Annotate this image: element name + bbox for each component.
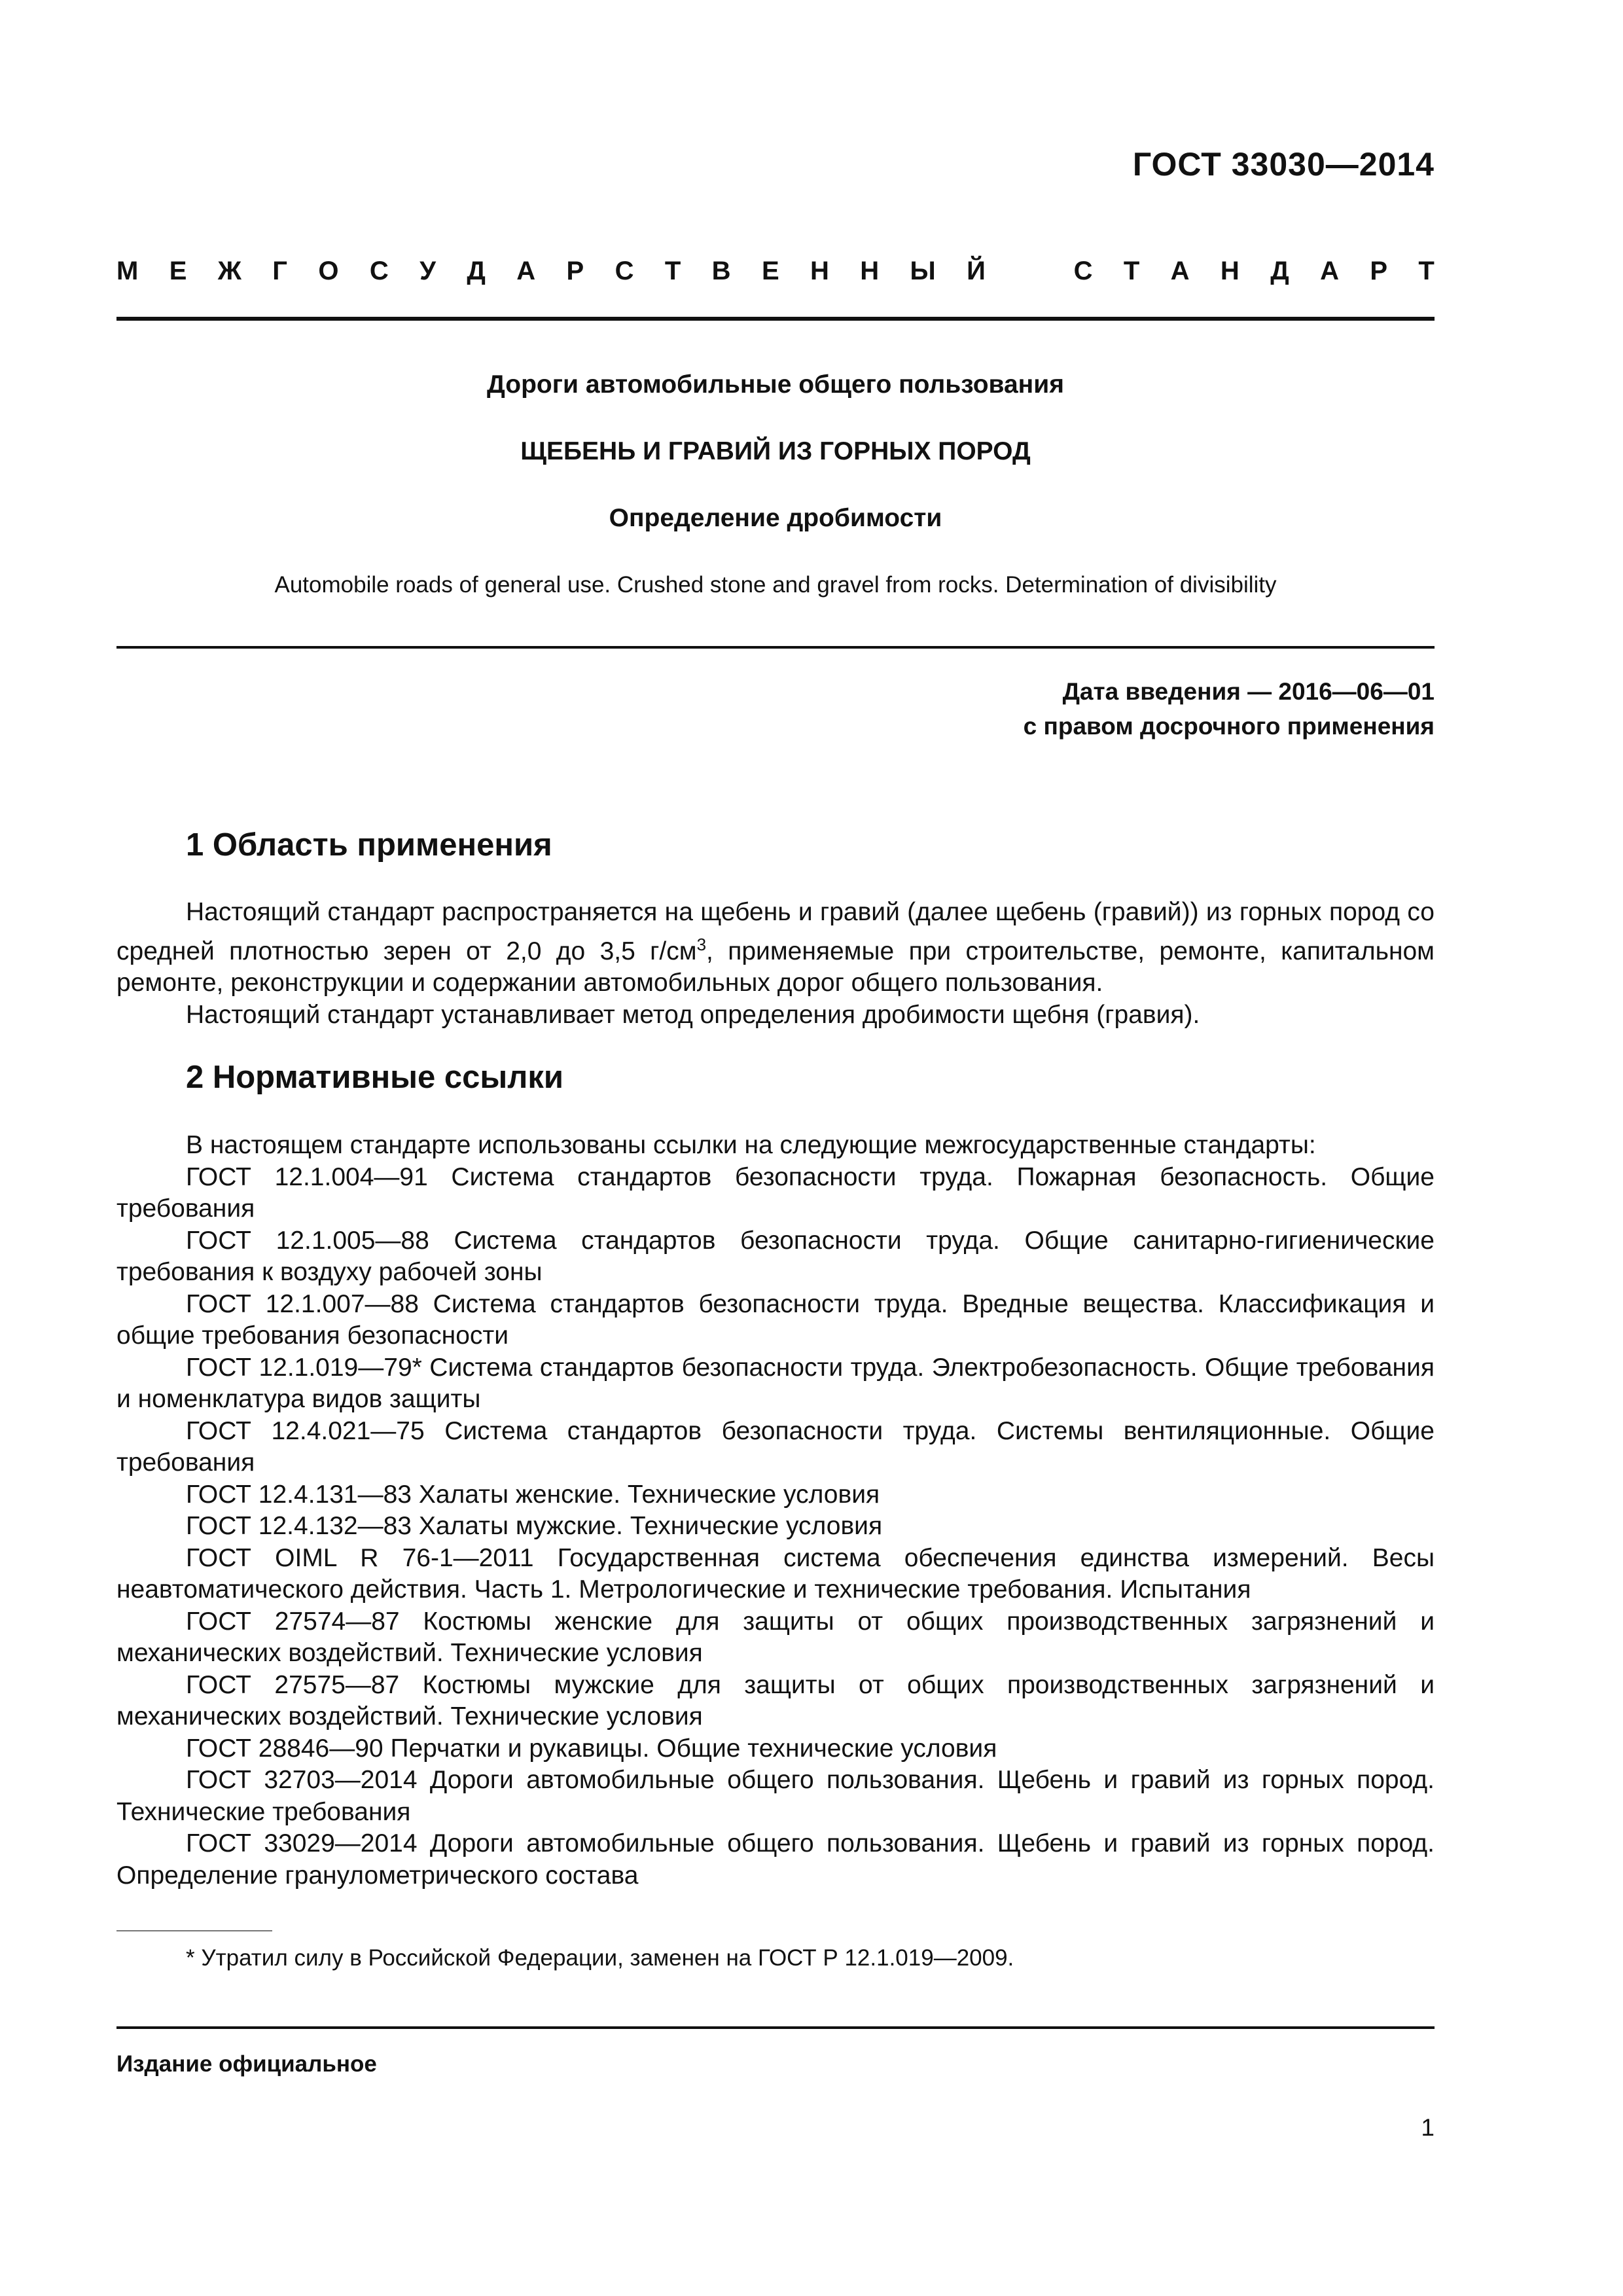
standard-type-letter: Н (1220, 257, 1240, 285)
normative-reference: ГОСТ 12.1.005—88 Система стандартов безопасности труда. Общие санитарно-гигиенические требования к воздуху рабочей зоны (116, 1226, 1435, 1286)
standard-type-letter: С (615, 257, 634, 285)
standard-type-heading (116, 257, 1435, 286)
standard-type-letter: Д (1270, 257, 1289, 285)
section-1-paragraph-2: Настоящий стандарт устанавливает метод определения дробимости щебня (гравия). (186, 1000, 1200, 1029)
section-1-paragraph-1 (116, 897, 1435, 999)
standard-type-letter: У (419, 257, 437, 285)
standard-type-letter: А (516, 257, 536, 285)
footnote-divider (116, 1930, 272, 1931)
section-1-paragraph-1-text-b: , применяемые при строительстве, ремонте, капитальном ремонте, реконструкции и содержании автомобильных дорог общего пользования. (116, 937, 1435, 997)
normative-reference: ГОСТ 12.4.021—75 Система стандартов безопасности труда. Системы вентиляционные. Общие требования (116, 1416, 1435, 1477)
footnote: * Утратил силу в Российской Федерации, заменен на ГОСТ Р 12.1.019—2009. (186, 1945, 1014, 1971)
normative-reference: ГОСТ 27574—87 Костюмы женские для защиты от общих производственных загрязнений и механических воздействий. Технические условия (116, 1607, 1435, 1667)
normative-reference: ГОСТ 33029—2014 Дороги автомобильные общего пользования. Щебень и гравий из горных пород. Определение гранулометрического состава (116, 1829, 1435, 1890)
standard-type-letter: С (1073, 257, 1093, 285)
standard-type-letter: О (318, 257, 339, 285)
standard-type-letter: Ж (217, 257, 241, 285)
section-2-body (116, 1130, 1435, 1892)
normative-reference: ГОСТ OIML R 76-1—2011 Государственная система обеспечения единства измерений. Весы неавтоматического действия. Часть 1. Метрологические и технические требования. Испытания (116, 1543, 1435, 1604)
standard-type-letter: Т (664, 257, 681, 285)
normative-reference: ГОСТ 28846—90 Перчатки и рукавицы. Общие технические условия (186, 1734, 997, 1763)
normative-reference: ГОСТ 12.1.019—79* Система стандартов безопасности труда. Электробезопасность. Общие требования и номенклатура видов защиты (116, 1353, 1435, 1413)
title-line-2: ЩЕБЕНЬ И ГРАВИЙ ИЗ ГОРНЫХ ПОРОД (520, 437, 1031, 465)
standard-type-letter: Т (1418, 257, 1435, 285)
normative-reference: ГОСТ 12.4.131—83 Халаты женские. Технические условия (186, 1480, 880, 1509)
page-number: 1 (1421, 2114, 1435, 2141)
section-1-paragraph-1-text-a: Настоящий стандарт распространяется на щебень и гравий (далее щебень (гравий)) из горных пород со средней плотностью зерен от 2,0 до 3,5 г/см (116, 898, 1435, 965)
document-designation: ГОСТ 33030—2014 (1132, 146, 1435, 183)
word-gap (1016, 257, 1043, 286)
normative-reference: ГОСТ 32703—2014 Дороги автомобильные общего пользования. Щебень и гравий из горных пород. Технические требования (116, 1766, 1435, 1826)
standard-type-letter: Д (467, 257, 486, 285)
standard-type-letter: Р (1370, 257, 1388, 285)
introduction-date: Дата введения — 2016—06—01 (1062, 678, 1435, 705)
edition-label: Издание официальное (116, 2051, 377, 2077)
standard-type-letter: А (1170, 257, 1190, 285)
standard-type-letter: Н (860, 257, 880, 285)
section-2-lead: В настоящем стандарте использованы ссылки на следующие межгосударственные стандарты: (186, 1131, 1316, 1159)
standard-type-letter: Н (810, 257, 829, 285)
normative-reference: ГОСТ 12.4.132—83 Халаты мужские. Технические условия (186, 1512, 883, 1540)
section-1-title: 1 Область применения (186, 827, 552, 863)
standard-type-letter: С (369, 257, 389, 285)
superscript-cube: 3 (696, 934, 707, 954)
title-line-3: Определение дробимости (609, 504, 942, 532)
standard-type-letter: Р (566, 257, 584, 285)
early-application-note: с правом досрочного применения (1023, 713, 1435, 740)
section-1-body (116, 897, 1435, 1031)
english-title: Automobile roads of general use. Crushed stone and gravel from rocks. Determination of divisibility (274, 572, 1277, 598)
normative-reference: ГОСТ 27575—87 Костюмы мужские для защиты от общих производственных загрязнений и механических воздействий. Технические условия (116, 1670, 1435, 1731)
standard-type-letter: Й (967, 257, 986, 285)
standard-type-letter: Е (169, 257, 187, 285)
standard-type-letter: М (116, 257, 139, 285)
standard-type-letter: Г (272, 257, 287, 285)
normative-reference: ГОСТ 12.1.004—91 Система стандартов безопасности труда. Пожарная безопасность. Общие требования (116, 1162, 1435, 1223)
normative-reference: ГОСТ 12.1.007—88 Система стандартов безопасности труда. Вредные вещества. Классификация и общие требования безопасности (116, 1289, 1435, 1350)
standard-type-letter: Ы (910, 257, 936, 285)
title-divider (116, 646, 1435, 649)
standard-type-letter: А (1320, 257, 1339, 285)
standard-type-letter: Е (761, 257, 779, 285)
section-2-title: 2 Нормативные ссылки (186, 1060, 563, 1095)
standard-type-letter: Т (1123, 257, 1140, 285)
header-divider (116, 317, 1435, 321)
footer-divider (116, 2026, 1435, 2029)
standard-type-letter: В (711, 257, 731, 285)
title-line-1: Дороги автомобильные общего пользования (487, 370, 1064, 399)
